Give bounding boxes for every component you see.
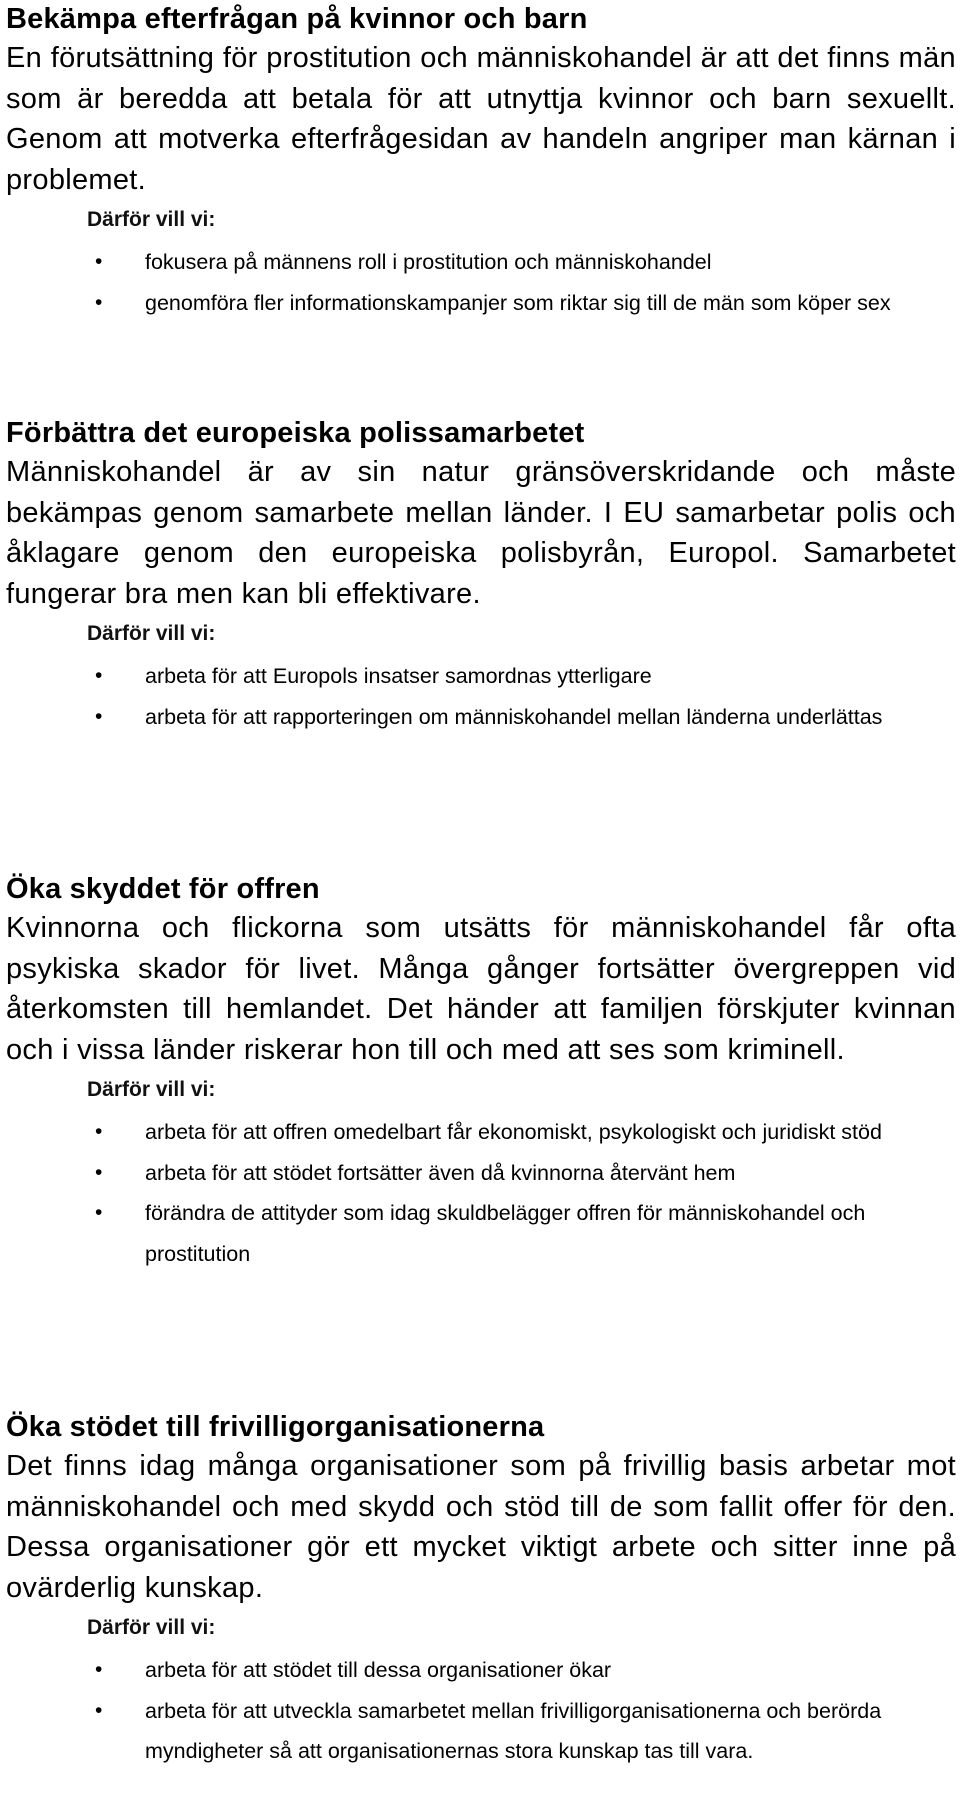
bullet-list [6, 656, 956, 737]
bullet-icon: • [95, 250, 103, 273]
bullet-list [6, 1112, 956, 1274]
bullet-list [6, 1650, 956, 1772]
list-item-text: arbeta för att utveckla samarbetet mellan frivilligorganisationerna och berörda myndigheter så att organisationernas stora kunskap tas till vara. [145, 1698, 882, 1763]
section-heading: Bekämpa efterfrågan på kvinnor och barn [6, 3, 588, 35]
bullet-icon: • [95, 290, 103, 314]
bullet-icon: • [95, 1120, 103, 1143]
list-item [6, 656, 956, 697]
therefore-label: Därför vill vi: [87, 1078, 216, 1101]
bullet-icon: • [95, 1698, 103, 1722]
list-item [6, 697, 956, 738]
list-item-text: genomföra fler informationskampanjer som riktar sig till de män som köper sex [145, 290, 891, 315]
list-item [6, 1691, 956, 1772]
list-item [6, 242, 956, 283]
list-item [6, 1153, 956, 1194]
bullet-icon: • [95, 1160, 103, 1184]
list-item-text: arbeta för att stödet till dessa organisationer ökar [145, 1658, 612, 1682]
bullet-icon: • [95, 1201, 103, 1224]
section-heading: Öka skyddet för offren [6, 873, 320, 905]
list-item-text: förändra de attityder som idag skuldbelägger offren för människohandel och prostitution [145, 1201, 866, 1266]
section-police-cooperation [6, 414, 956, 737]
list-item-text: fokusera på männens roll i prostitution och människohandel [145, 250, 712, 274]
therefore-label: Därför vill vi: [87, 622, 216, 645]
section-victim-protection [6, 870, 956, 1274]
therefore-label: Därför vill vi: [87, 208, 216, 231]
section-heading: Öka stödet till frivilligorganisationerna [6, 1411, 545, 1443]
list-item-text: arbeta för att stödet fortsätter även då kvinnorna återvänt hem [145, 1160, 736, 1185]
bullet-icon: • [95, 1658, 103, 1681]
bullet-list [6, 242, 956, 323]
section-body: Det finns idag många organisationer som på frivillig basis arbetar mot människohandel och med skydd och stöd till de som fallit offer för den. Dessa organisationer gör ett mycket viktigt arbete och sitter inne på ovärderlig kunskap. [6, 1450, 956, 1604]
list-item-text: arbeta för att rapporteringen om människohandel mellan länderna underlättas [145, 704, 883, 729]
list-item-text: arbeta för att offren omedelbart får ekonomiskt, psykologiskt och juridiskt stöd [145, 1120, 882, 1144]
list-item [6, 1193, 956, 1274]
section-demand [6, 0, 956, 323]
therefore-label: Därför vill vi: [87, 1616, 216, 1639]
section-body: Kvinnorna och flickorna som utsätts för människohandel får ofta psykiska skador för livet. Många gånger fortsätter övergreppen vid återkomsten till hemlandet. Det händer att familjen förskjuter kvinnan och i vissa länder riskerar hon till och med att ses som kriminell. [6, 912, 956, 1066]
section-volunteer-organisations [6, 1408, 956, 1772]
list-item [6, 283, 956, 324]
section-heading: Förbättra det europeiska polissamarbetet [6, 417, 585, 449]
list-item [6, 1650, 956, 1691]
list-item-text: arbeta för att Europols insatser samordnas ytterligare [145, 664, 652, 688]
bullet-icon: • [95, 664, 103, 687]
section-body: Människohandel är av sin natur gränsöverskridande och måste bekämpas genom samarbete mellan länder. I EU samarbetar polis och åklagare genom den europeiska polisbyrån, Europol. Samarbetet fungerar bra men kan bli effektivare. [6, 456, 956, 610]
list-item [6, 1112, 956, 1153]
bullet-icon: • [95, 704, 103, 728]
section-body: En förutsättning för prostitution och människohandel är att det finns män som är beredda att betala för att utnyttja kvinnor och barn sexuellt. Genom att motverka efterfrågesidan av handeln angriper man kärnan i problemet. [6, 42, 956, 196]
